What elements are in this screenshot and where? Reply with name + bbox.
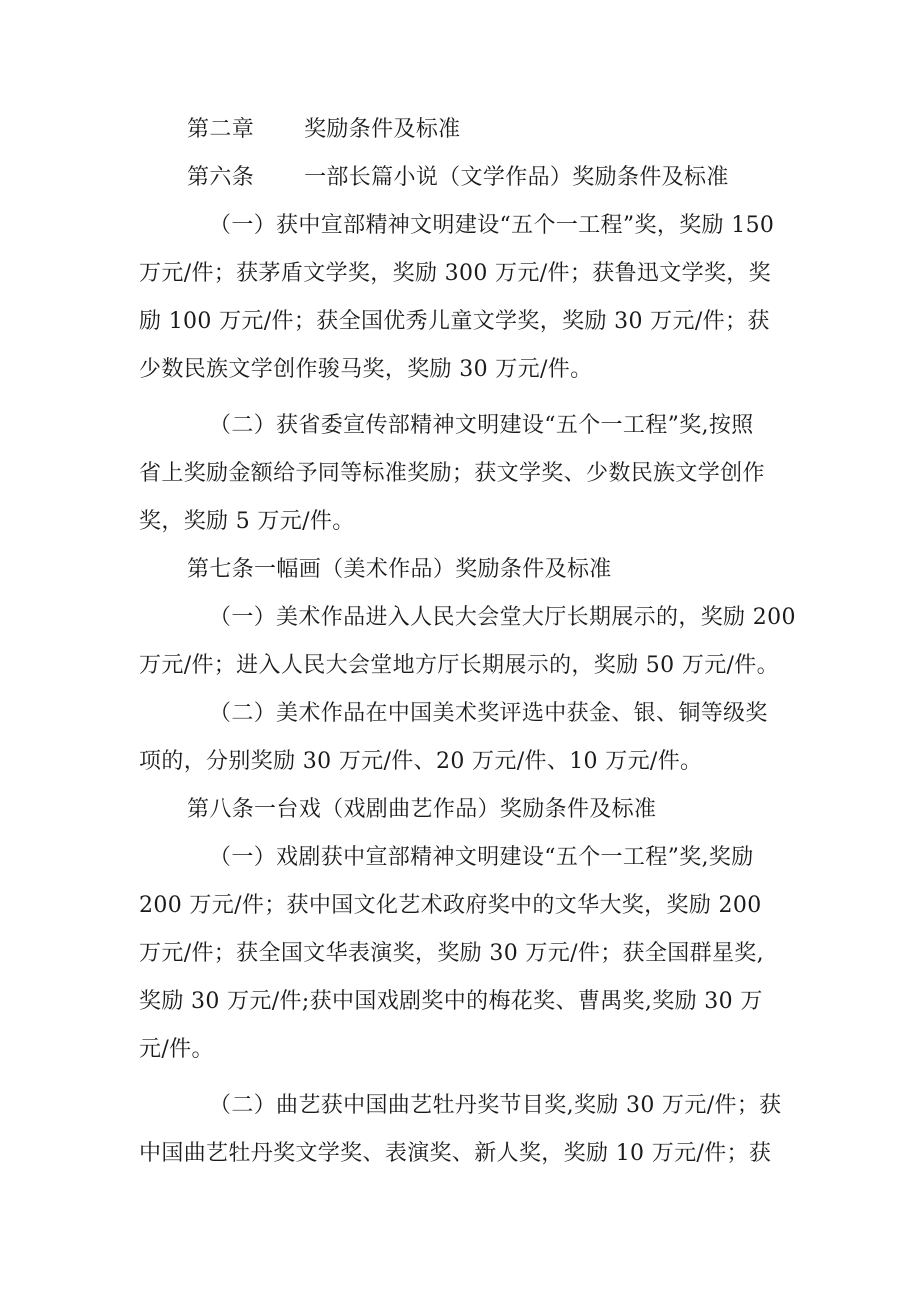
text-line: 励 100 万元/件；获全国优秀儿童文学奖，奖励 30 万元/件；获 — [139, 309, 770, 334]
article-7-heading: 第七条一幅画（美术作品）奖励条件及标准 — [187, 557, 612, 582]
article-8-paragraph-2 — [139, 1082, 789, 1178]
text-line: 中国曲艺牡丹奖文学奖、表演奖、新人奖，奖励 10 万元/件；获 — [139, 1141, 772, 1166]
chapter-heading — [139, 106, 789, 154]
text-line: 奖励 30 万元/件;获中国戏剧奖中的梅花奖、曹禺奖,奖励 30 万 — [139, 989, 763, 1014]
article-7-paragraph-1 — [139, 594, 796, 690]
article-7-paragraph-2 — [139, 690, 789, 786]
text-line: （一）获中宣部精神文明建设“五个一工程”奖，奖励 150 — [209, 213, 775, 238]
text-line: 万元/件；获全国文华表演奖，奖励 30 万元/件；获全国群星奖, — [139, 941, 764, 966]
article-6-paragraph-1 — [139, 202, 789, 394]
text-line: 万元/件；获茅盾文学奖，奖励 300 万元/件；获鲁迅文学奖，奖 — [139, 261, 772, 286]
chapter-number: 第二章 — [187, 117, 255, 142]
text-line: （二）美术作品在中国美术奖评选中获金、银、铜等级奖 — [209, 701, 768, 726]
article-8-paragraph-1 — [139, 834, 789, 1074]
text-line: （二）曲艺获中国曲艺牡丹奖节目奖,奖励 30 万元/件；获 — [209, 1093, 782, 1118]
article-8-heading: 第八条一台戏（戏剧曲艺作品）奖励条件及标准 — [187, 797, 657, 822]
text-line: （一）美术作品进入人民大会堂大厅长期展示的，奖励 200 — [209, 605, 796, 630]
text-line: 项的，分别奖励 30 万元/件、20 万元/件、10 万元/件。 — [139, 749, 703, 774]
article-6-title: 一部长篇小说（文学作品）奖励条件及标准 — [304, 165, 729, 190]
text-line: 万元/件；进入人民大会堂地方厅长期展示的，奖励 50 万元/件。 — [139, 653, 780, 678]
text-line: 200 万元/件；获中国文化艺术政府奖中的文华大奖，奖励 200 — [139, 893, 762, 918]
text-line: （一）戏剧获中宣部精神文明建设“五个一工程”奖,奖励 — [209, 845, 754, 870]
document-body — [139, 106, 796, 1178]
text-line: 省上奖励金额给予同等标准奖励；获文学奖、少数民族文学创作 — [139, 461, 765, 486]
text-line: （二）获省委宣传部精神文明建设“五个一工程”奖,按照 — [209, 413, 754, 438]
text-line: 少数民族文学创作骏马奖，奖励 30 万元/件。 — [139, 357, 593, 382]
article-6-paragraph-2 — [139, 402, 789, 546]
chapter-title: 奖励条件及标准 — [304, 117, 461, 142]
article-6-heading — [139, 154, 789, 202]
article-6-number: 第六条 — [187, 165, 255, 190]
text-line: 奖，奖励 5 万元/件。 — [139, 509, 355, 534]
text-line: 元/件。 — [139, 1037, 214, 1062]
